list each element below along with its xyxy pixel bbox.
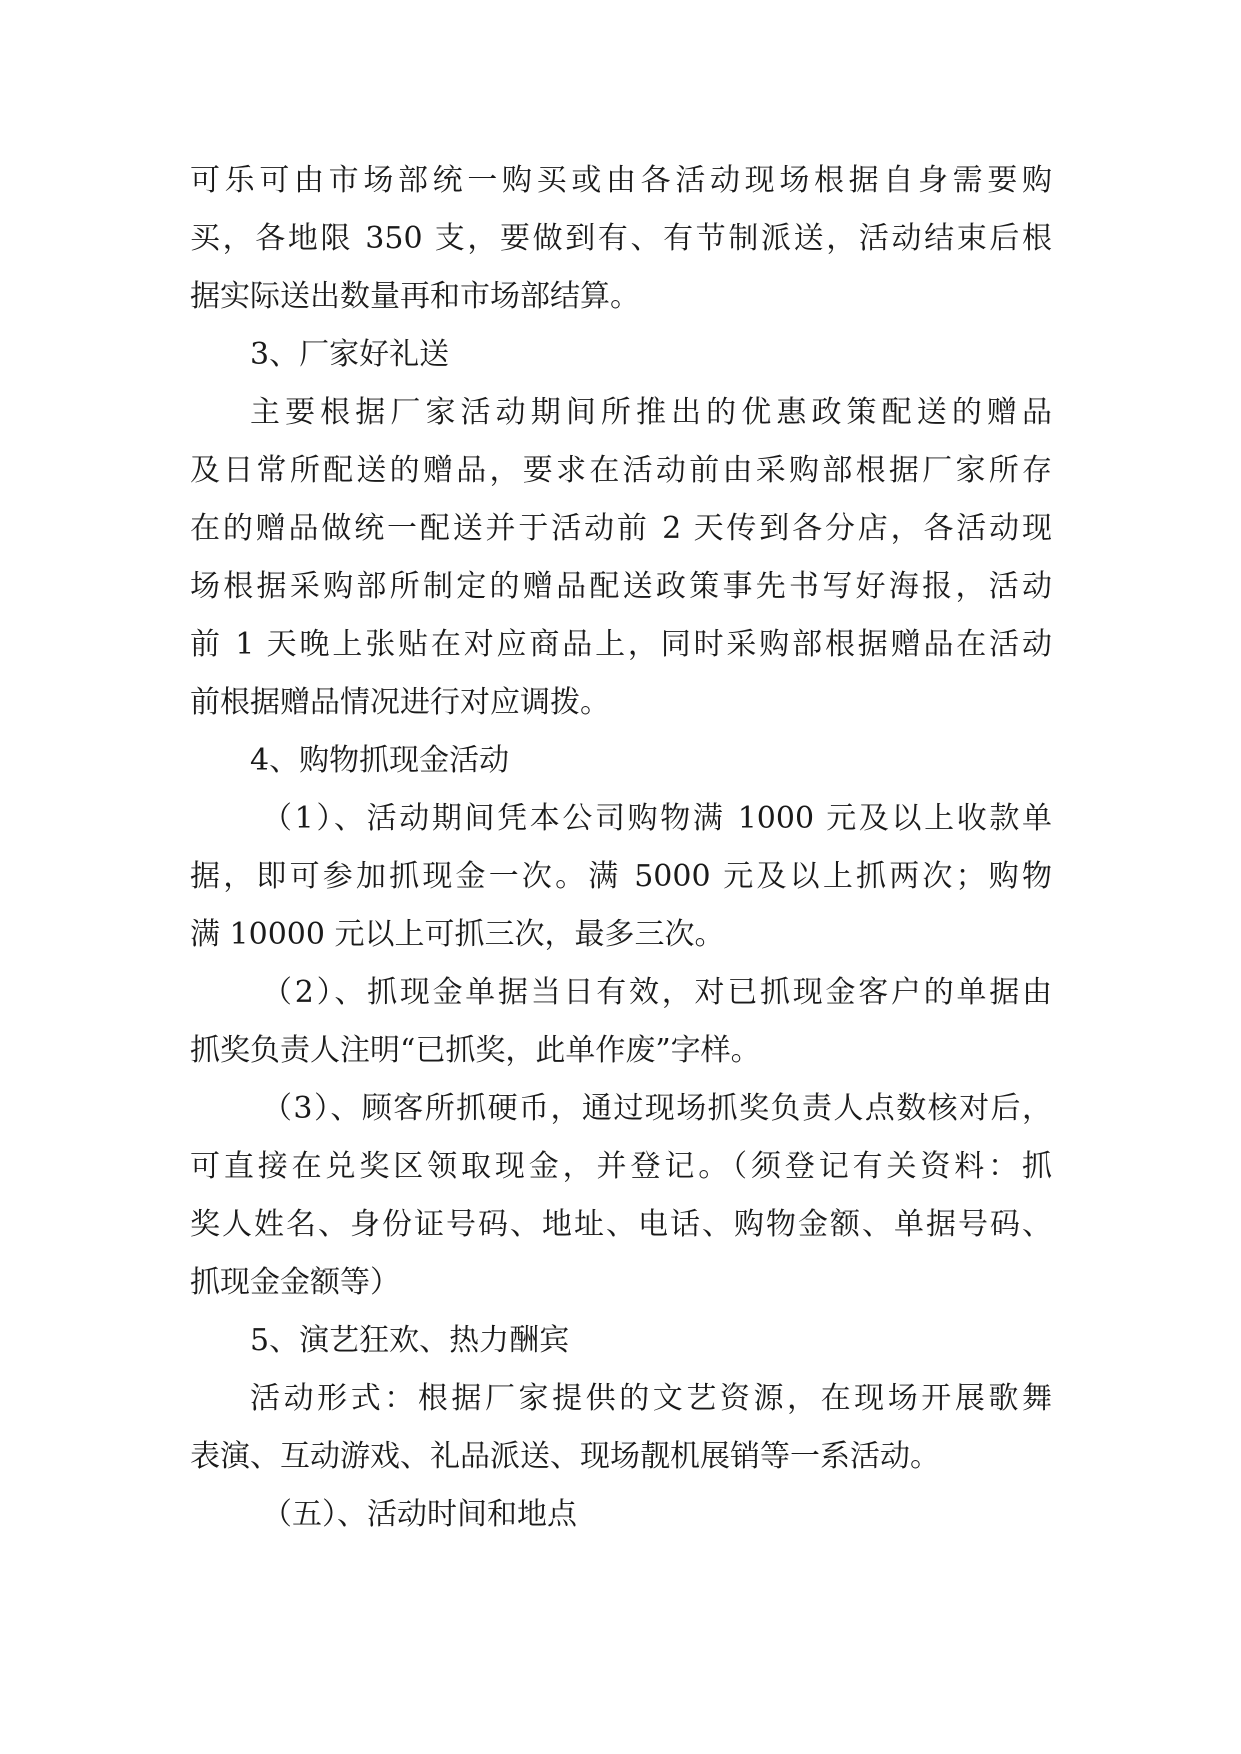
paragraph-line: 抓现金金额等） <box>190 1265 400 1300</box>
paragraph-line: 活动形式：根据厂家提供的文艺资源，在现场开展歌舞 <box>250 1381 1052 1416</box>
paragraph-line: 表演、互动游戏、礼品派送、现场靓机展销等一系活动。 <box>190 1439 940 1474</box>
paragraph-line: （3）、顾客所抓硬币，通过现场抓奖负责人点数核对后， <box>262 1091 1052 1126</box>
section-heading: 3、厂家好礼送 <box>250 337 450 372</box>
paragraph-line: 及日常所配送的赠品，要求在活动前由采购部根据厂家所存 <box>190 453 1052 488</box>
paragraph-line: 买，各地限 350 支，要做到有、有节制派送，活动结束后根 <box>190 221 1052 256</box>
paragraph-line: 前 1 天晚上张贴在对应商品上，同时采购部根据赠品在活动 <box>190 627 1052 662</box>
paragraph-line: 可乐可由市场部统一购买或由各活动现场根据自身需要购 <box>190 163 1052 198</box>
paragraph-line: （2）、抓现金单据当日有效，对已抓现金客户的单据由 <box>262 975 1052 1010</box>
section-heading: （五）、活动时间和地点 <box>262 1497 577 1532</box>
paragraph-line: 前根据赠品情况进行对应调拨。 <box>190 685 610 720</box>
paragraph-line: 抓奖负责人注明“已抓奖，此单作废”字样。 <box>190 1033 761 1068</box>
paragraph-line: 满 10000 元以上可抓三次，最多三次。 <box>190 917 725 952</box>
paragraph-line: 据实际送出数量再和市场部结算。 <box>190 279 640 314</box>
paragraph-line: 在的赠品做统一配送并于活动前 2 天传到各分店，各活动现 <box>190 511 1052 546</box>
paragraph-line: 可直接在兑奖区领取现金，并登记。（须登记有关资料：抓 <box>190 1149 1052 1184</box>
paragraph-line: 场根据采购部所制定的赠品配送政策事先书写好海报，活动 <box>190 569 1052 604</box>
paragraph-line: 据，即可参加抓现金一次。满 5000 元及以上抓两次；购物 <box>190 859 1052 894</box>
paragraph-line: 主要根据厂家活动期间所推出的优惠政策配送的赠品 <box>250 395 1052 430</box>
section-heading: 4、购物抓现金活动 <box>250 743 510 778</box>
paragraph-line: （1）、活动期间凭本公司购物满 1000 元及以上收款单 <box>262 801 1052 836</box>
document-body <box>190 152 1052 1544</box>
section-heading: 5、演艺狂欢、热力酬宾 <box>250 1323 570 1358</box>
paragraph-line: 奖人姓名、身份证号码、地址、电话、购物金额、单据号码、 <box>190 1207 1052 1242</box>
